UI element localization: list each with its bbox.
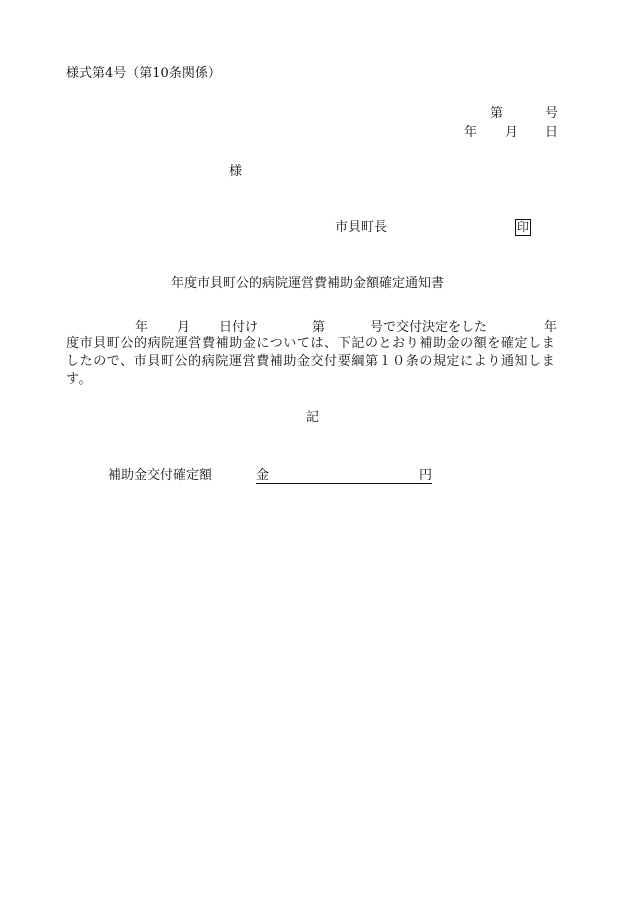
body-paragraph: 度市貝町公的病院運営費補助金については、下記のとおり補助金の額を確定しましたので、市貝町公的病院運営費補助金交付要綱第１０条の規定により通知します。 xyxy=(66,336,556,387)
body-date-suffix: 日付け xyxy=(219,320,259,335)
issuer-title: 市貝町長 xyxy=(335,220,388,235)
amount-kin-prefix: 金 xyxy=(256,468,270,483)
addressee-honorific: 様 xyxy=(229,164,243,179)
body-decision-text: 号で交付決定をした xyxy=(370,320,488,335)
document-number-suffix: 号 xyxy=(545,106,559,121)
form-number: 様式第4号（第10条関係） xyxy=(66,66,221,81)
body-month-label: 月 xyxy=(177,320,191,335)
ki-heading: 記 xyxy=(306,410,320,425)
date-month-label: 月 xyxy=(505,125,519,140)
document-number-prefix: 第 xyxy=(490,106,504,121)
amount-underline xyxy=(256,483,432,484)
body-number-prefix: 第 xyxy=(312,320,326,335)
amount-label: 補助金交付確定額 xyxy=(108,468,213,483)
date-day-label: 日 xyxy=(545,125,559,140)
amount-yen-suffix: 円 xyxy=(419,468,433,483)
body-year-label: 年 xyxy=(135,320,149,335)
date-year-label: 年 xyxy=(464,125,478,140)
seal-stamp: 印 xyxy=(517,220,530,234)
body-fiscal-year-label: 年 xyxy=(544,320,558,335)
document-title: 年度市貝町公的病院運営費補助金額確定通知書 xyxy=(171,276,445,291)
